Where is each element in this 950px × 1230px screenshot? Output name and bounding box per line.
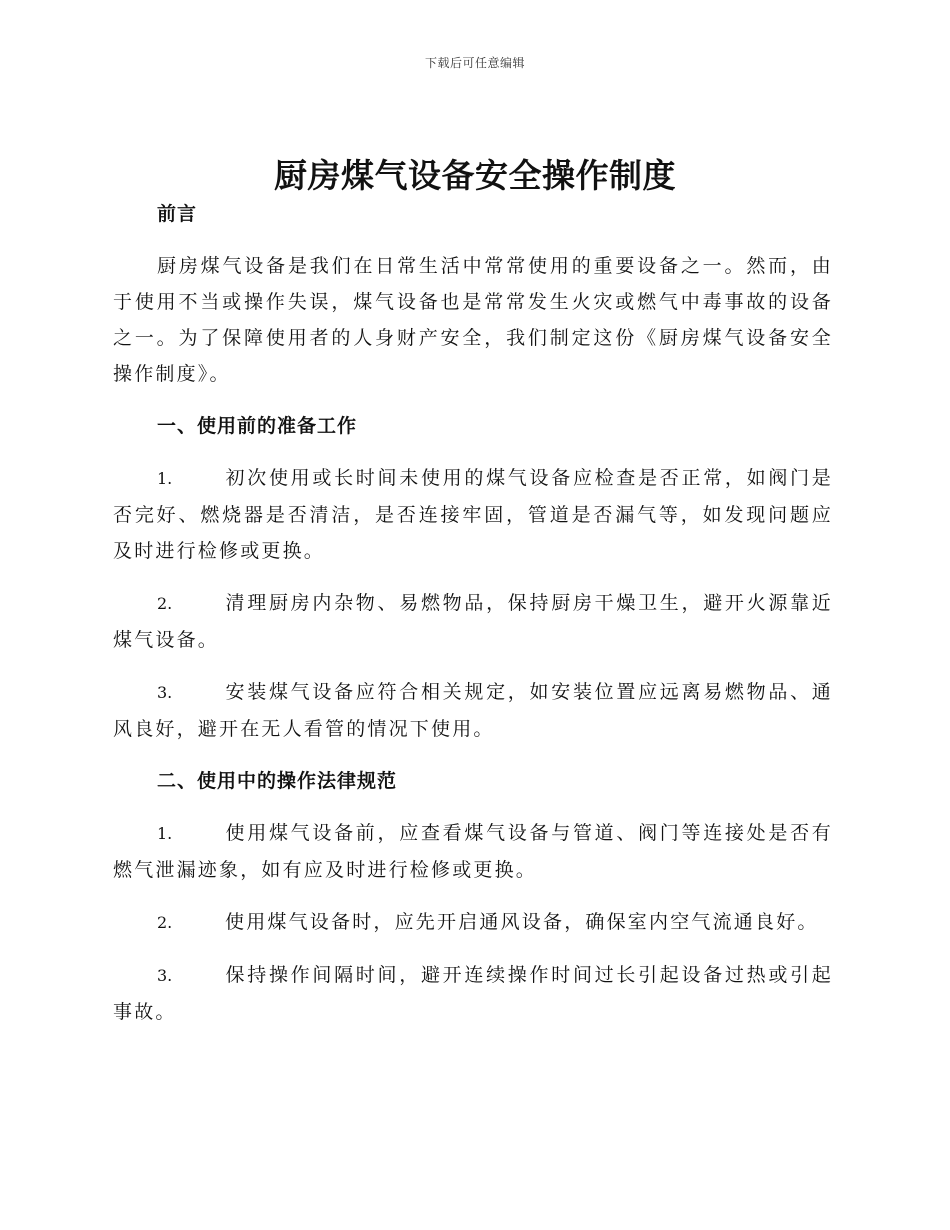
list-item-text: 保持操作间隔时间，避开连续操作时间过长引起设备过热或引起事故。 [113, 964, 833, 1023]
list-item-text: 使用煤气设备时，应先开启通风设备，确保室内空气流通良好。 [225, 911, 819, 933]
list-item [113, 904, 833, 941]
list-item [113, 815, 833, 888]
list-item-text: 初次使用或长时间未使用的煤气设备应检查是否正常，如阀门是否完好、燃烧器是否清洁，是否连接牢固，管道是否漏气等，如发现问题应及时进行检修或更换。 [113, 467, 833, 562]
section-heading-operation: 二、使用中的操作法律规范 [157, 770, 398, 792]
list-item-number: 2. [157, 913, 173, 932]
section-heading-preparation: 一、使用前的准备工作 [157, 415, 358, 437]
list-item-number: 1. [157, 469, 173, 488]
document-body [113, 196, 833, 1046]
list-item-number: 1. [157, 824, 173, 843]
list-item-text: 使用煤气设备前，应查看煤气设备与管道、阀门等连接处是否有燃气泄漏迹象，如有应及时进行检修或更换。 [113, 822, 833, 881]
list-item-number: 2. [157, 594, 173, 613]
preface-heading: 前言 [157, 203, 198, 225]
list-item-number: 3. [157, 966, 173, 985]
preface-paragraph: 厨房煤气设备是我们在日常生活中常常使用的重要设备之一。然而，由于使用不当或操作失误，煤气设备也是常常发生火灾或燃气中毒事故的设备之一。为了保障使用者的人身财产安全，我们制定这份《厨房煤气设备安全操作制度》。 [113, 255, 833, 385]
document-title: 厨房煤气设备安全操作制度 [274, 156, 676, 195]
list-item-text: 清理厨房内杂物、易燃物品，保持厨房干燥卫生，避开火源靠近煤气设备。 [113, 592, 833, 651]
list-item-number: 3. [157, 683, 173, 702]
list-item [113, 674, 833, 747]
list-item-text: 安装煤气设备应符合相关规定，如安装位置应远离易燃物品、通风良好，避开在无人看管的情况下使用。 [113, 681, 833, 740]
list-item [113, 585, 833, 658]
list-item [113, 460, 833, 569]
list-item [113, 957, 833, 1030]
header-note: 下载后可任意编辑 [424, 56, 525, 70]
